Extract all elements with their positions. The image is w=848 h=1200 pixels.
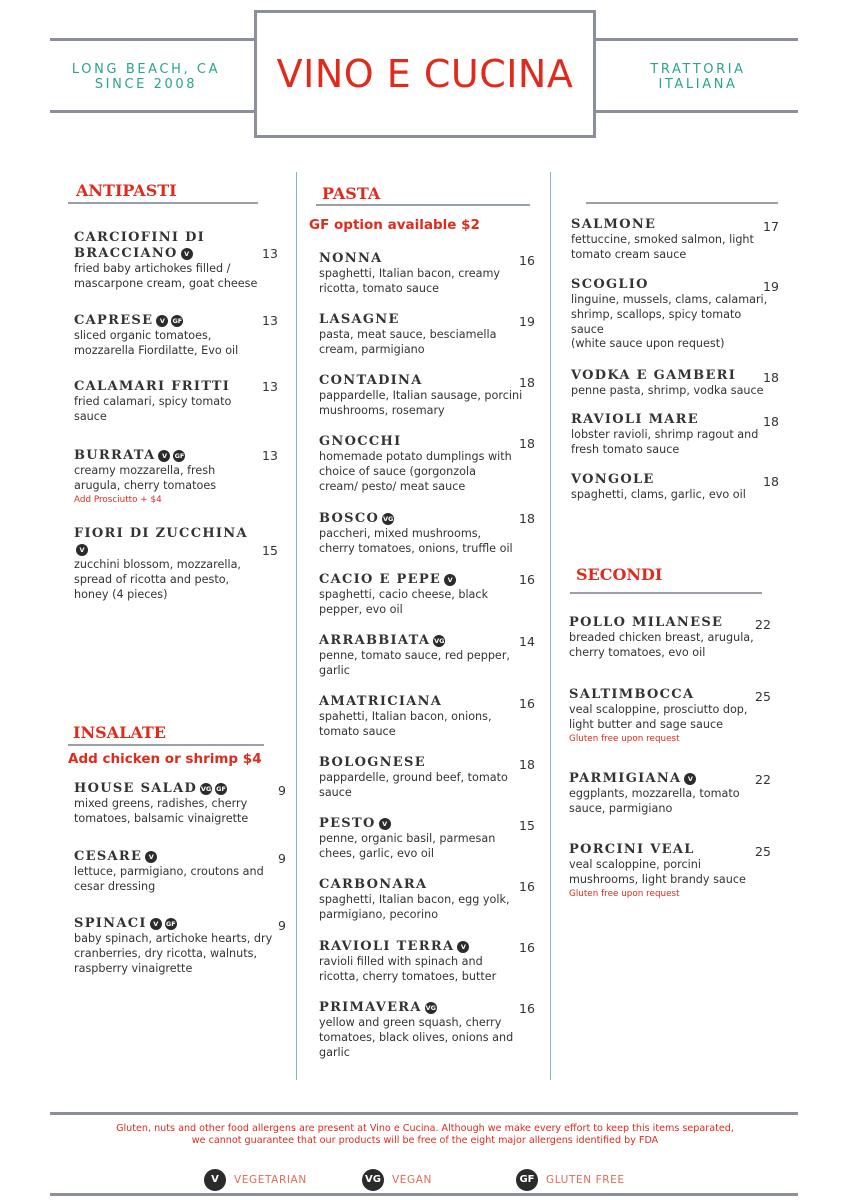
column-divider-2 <box>550 172 551 1080</box>
item-name: AMATRICIANA <box>319 694 443 709</box>
antipasti-section <box>76 181 177 200</box>
header-rule-left-bottom <box>50 110 254 113</box>
item-name-text: PARMIGIANA <box>569 771 682 786</box>
item-desc: pepper, evo oil <box>319 602 403 616</box>
menu-item <box>571 472 779 503</box>
secondi-title: SECONDI <box>576 565 663 584</box>
item-name <box>74 849 286 865</box>
item-name-text: SPINACI <box>74 916 147 931</box>
insalate-section <box>73 723 166 742</box>
item-desc: mushrooms, light brandy sauce <box>569 872 746 886</box>
insalate-title: INSALATE <box>73 723 166 742</box>
legend-label: VEGAN <box>392 1174 432 1186</box>
secondi-rule <box>570 592 762 594</box>
item-name-text: PESTO <box>319 816 376 831</box>
menu-item <box>319 816 535 862</box>
item-desc: spaghetti, Italian bacon, egg yolk, <box>319 893 510 906</box>
header-rule-left-top <box>50 38 254 41</box>
secondi-section <box>576 565 662 584</box>
item-desc: sauce, parmigiano <box>569 801 673 815</box>
item-desc: tomatoes, black olives, onions and <box>319 1030 514 1044</box>
gluten-free-icon: GF <box>216 785 226 793</box>
menu-item <box>319 434 535 494</box>
menu-item <box>569 771 781 817</box>
item-note: Gluten free upon request <box>569 888 680 899</box>
item-desc: light butter and sage sauce <box>569 717 723 731</box>
item-name: CONTADINA <box>319 373 423 388</box>
item-desc: spaghetti, cacio cheese, black <box>319 588 489 601</box>
item-name: CARBONARA <box>319 877 428 892</box>
item-desc: mushrooms, rosemary <box>319 403 445 417</box>
item-note: Gluten free upon request <box>569 733 680 744</box>
legend-label: GLUTEN FREE <box>546 1174 625 1186</box>
legend-vegetarian <box>204 1169 307 1191</box>
item-price: 22 <box>755 772 771 787</box>
item-desc: tomato cream sauce <box>571 247 687 261</box>
item-desc: cherry tomatoes, onions, truffle oil <box>319 541 513 555</box>
item-price: 13 <box>262 246 278 261</box>
item-price: 22 <box>755 617 771 632</box>
header-rule-right-bottom <box>596 110 798 113</box>
menu-item <box>74 526 280 602</box>
item-desc: cesar dressing <box>74 879 156 893</box>
item-name: RAVIOLI MARE <box>571 412 699 427</box>
footer-rule-top <box>50 1112 798 1115</box>
item-desc: breaded chicken breast, arugula, <box>569 631 754 644</box>
item-desc: lobster ravioli, shrimp ragout and <box>571 428 759 441</box>
item-desc: raspberry vinaigrette <box>74 961 193 975</box>
item-name <box>74 313 280 329</box>
item-desc: sliced organic tomatoes, <box>74 329 212 342</box>
item-desc: tomato sauce <box>319 724 396 738</box>
restaurant-title: VINO E CUCINA <box>276 52 574 96</box>
item-desc: lettuce, parmigiano, croutons and <box>74 865 264 878</box>
gluten-free-icon: GF <box>172 317 183 325</box>
item-name-text: CESARE <box>74 849 143 864</box>
item-price: 13 <box>262 448 278 463</box>
legend-label: VEGETARIAN <box>234 1174 307 1186</box>
item-name: FIORI DI ZUCCHINA <box>74 526 248 541</box>
item-desc: eggplants, mozzarella, tomato <box>569 787 740 800</box>
pasta-section <box>322 184 380 203</box>
item-name: LASAGNE <box>319 312 400 327</box>
menu-item <box>74 448 280 506</box>
item-desc: paccheri, mixed mushrooms, <box>319 527 482 540</box>
legend-gluten-free <box>516 1169 625 1191</box>
menu-item <box>569 687 781 745</box>
menu-item <box>571 277 779 352</box>
item-price: 15 <box>262 543 278 558</box>
column-divider-1 <box>296 172 297 1080</box>
item-price: 19 <box>519 314 535 329</box>
item-name: POLLO MILANESE <box>569 615 724 630</box>
item-price: 18 <box>519 436 535 451</box>
vegan-icon: VG <box>425 1004 436 1012</box>
item-price: 16 <box>519 940 535 955</box>
item-desc: sauce <box>571 322 604 336</box>
vegan-icon: VG <box>382 515 394 523</box>
item-desc: choice of sauce (gorgonzola <box>319 464 476 478</box>
item-price: 16 <box>519 572 535 587</box>
item-desc: honey (4 pieces) <box>74 587 168 601</box>
menu-item <box>571 412 779 458</box>
menu-item <box>74 230 280 292</box>
menu-item <box>319 755 535 801</box>
vegetarian-icon: V <box>181 248 193 260</box>
menu-item <box>571 217 779 263</box>
item-price: 16 <box>519 1001 535 1016</box>
italiana-line: ITALIANA <box>658 77 738 92</box>
trattoria-text <box>610 62 786 92</box>
item-price: 16 <box>519 696 535 711</box>
item-name: PORCINI VEAL <box>569 842 695 857</box>
item-name <box>74 916 286 932</box>
item-desc: spaghetti, clams, garlic, evo oil <box>571 488 746 501</box>
item-name-text: BOSCO <box>319 511 380 526</box>
location-text <box>58 62 234 92</box>
item-price: 9 <box>278 783 286 798</box>
item-desc: spahetti, Italian bacon, onions, <box>319 710 492 723</box>
item-name-line2 <box>74 246 280 262</box>
antipasti-title: ANTIPASTI <box>76 181 177 200</box>
item-name-line2 <box>74 542 280 558</box>
vegetarian-icon: V <box>379 818 391 830</box>
item-price: 18 <box>519 511 535 526</box>
item-desc: fried baby artichokes filled / <box>74 262 231 275</box>
pasta-title: PASTA <box>322 184 381 203</box>
item-desc: cream, parmigiano <box>319 342 425 356</box>
item-desc: chees, garlic, evo oil <box>319 846 434 860</box>
item-desc: penne, organic basil, parmesan <box>319 832 496 845</box>
item-price: 25 <box>755 844 771 859</box>
item-desc: fresh tomato sauce <box>571 442 680 456</box>
item-price: 18 <box>763 474 779 489</box>
item-price: 14 <box>519 634 535 649</box>
item-desc: cherry tomatoes, evo oil <box>569 645 706 659</box>
vegetarian-icon: V <box>156 315 168 327</box>
menu-item <box>74 313 280 359</box>
since-line: SINCE 2008 <box>94 77 198 92</box>
item-desc: baby spinach, artichoke hearts, dry <box>74 932 273 945</box>
vegan-icon: VG <box>434 637 445 645</box>
vegetarian-icon: V <box>145 851 157 863</box>
vegetarian-icon: V <box>158 450 170 462</box>
item-desc: penne pasta, shrimp, vodka sauce <box>571 384 764 397</box>
item-name: VONGOLE <box>571 472 655 487</box>
vegetarian-icon: V <box>444 574 456 586</box>
menu-item <box>319 572 535 618</box>
item-desc: veal scaloppine, prosciutto dop, <box>569 703 748 716</box>
item-desc: spread of ricotta and pesto, <box>74 572 230 586</box>
item-name <box>319 633 535 649</box>
item-name-text: CAPRESE <box>74 313 154 328</box>
title-box <box>254 10 596 138</box>
item-name-text: ARRABBIATA <box>319 633 431 648</box>
item-desc: ricotta, cherry tomatoes, butter <box>319 969 497 983</box>
item-price: 18 <box>763 370 779 385</box>
item-desc: penne, tomato sauce, red pepper, <box>319 649 510 662</box>
location-line: LONG BEACH, CA <box>71 62 221 77</box>
menu-item <box>319 251 535 297</box>
item-name <box>319 816 535 832</box>
item-desc: pappardelle, Italian sausage, porcini <box>319 389 523 402</box>
vegetarian-icon: V <box>204 1169 226 1191</box>
item-desc: shrimp, scallops, spicy tomato <box>571 307 742 321</box>
item-name <box>74 781 286 797</box>
item-name-text: RAVIOLI TERRA <box>319 939 455 954</box>
item-name: CARCIOFINI DI <box>74 230 206 245</box>
item-desc: veal scaloppine, porcini <box>569 858 701 871</box>
item-desc: fettuccine, smoked salmon, light <box>571 233 754 246</box>
item-price: 9 <box>278 918 286 933</box>
item-desc: fried calamari, spicy tomato <box>74 395 232 408</box>
item-name-text: PRIMAVERA <box>319 1000 422 1015</box>
item-name: CALAMARI FRITTI <box>74 379 231 394</box>
item-name <box>569 771 781 787</box>
item-name <box>74 448 280 464</box>
vegan-icon: VG <box>362 1169 384 1191</box>
item-desc: (white sauce upon request) <box>571 337 725 351</box>
item-price: 25 <box>755 689 771 704</box>
vegetarian-icon: V <box>457 941 469 953</box>
item-name <box>319 511 535 527</box>
item-name: VODKA E GAMBERI <box>571 368 737 383</box>
item-desc: cream/ pesto/ meat sauce <box>319 479 466 493</box>
item-desc: arugula, cherry tomatoes <box>74 478 217 492</box>
menu-item <box>74 781 286 827</box>
item-name <box>319 572 535 588</box>
item-name: BOLOGNESE <box>319 755 426 770</box>
item-name-text: HOUSE SALAD <box>74 781 198 796</box>
legend-vegan <box>362 1169 432 1191</box>
item-price: 18 <box>519 375 535 390</box>
item-desc: garlic <box>319 1045 350 1059</box>
item-desc: sauce <box>319 785 352 799</box>
item-desc: yellow and green squash, cherry <box>319 1016 502 1029</box>
item-price: 19 <box>763 279 779 294</box>
item-desc: tomatoes, balsamic vinaigrette <box>74 811 249 825</box>
item-desc: garlic <box>319 663 350 677</box>
item-desc: mascarpone cream, goat cheese <box>74 276 258 290</box>
item-name: GNOCCHI <box>319 434 402 449</box>
item-desc: pasta, meat sauce, besciamella <box>319 328 497 341</box>
vegetarian-icon: V <box>150 918 162 930</box>
vegan-icon: VG <box>200 785 212 793</box>
item-name: NONNA <box>319 251 383 266</box>
item-desc: creamy mozzarella, fresh <box>74 464 216 477</box>
menu-item <box>74 849 286 895</box>
item-desc: zucchini blossom, mozzarella, <box>74 558 241 571</box>
menu-item <box>319 511 535 557</box>
menu-item <box>319 877 535 923</box>
vegetarian-icon: V <box>684 773 696 785</box>
menu-item <box>319 312 535 358</box>
antipasti-rule <box>68 202 258 204</box>
item-price: 15 <box>519 818 535 833</box>
item-desc: mixed greens, radishes, cherry <box>74 797 248 810</box>
item-desc: cranberries, dry ricotta, walnuts, <box>74 946 258 960</box>
pasta-note: GF option available $2 <box>309 217 480 233</box>
item-desc: linguine, mussels, clams, calamari, <box>571 293 768 306</box>
menu-item <box>571 368 779 399</box>
item-desc: ricotta, tomato sauce <box>319 281 440 295</box>
menu-item <box>74 379 280 425</box>
allergen-notice-line1: Gluten, nuts and other food allergens are present at Vino e Cucina. Although we make every effort to keep this items separated, <box>116 1123 734 1134</box>
gluten-free-icon: GF <box>165 920 176 928</box>
trattoria-line: TRATTORIA <box>650 62 746 77</box>
item-price: 18 <box>763 414 779 429</box>
vegetarian-icon: V <box>76 544 88 556</box>
insalate-note: Add chicken or shrimp $4 <box>68 751 262 767</box>
item-name: SALTIMBOCCA <box>569 687 695 702</box>
item-desc: parmigiano, pecorino <box>319 907 439 921</box>
item-desc: homemade potato dumplings with <box>319 450 512 463</box>
menu-item <box>569 615 781 661</box>
allergen-notice-line2: we cannot guarantee that our products will be free of the eight major allergens identified by FDA <box>191 1135 659 1146</box>
item-price: 18 <box>519 757 535 772</box>
item-name-text: BURRATA <box>74 448 156 463</box>
gluten-free-icon: GF <box>516 1169 538 1191</box>
menu-item <box>319 373 535 419</box>
item-note: Add Prosciutto + $4 <box>74 494 162 505</box>
item-price: 17 <box>763 219 779 234</box>
gluten-free-icon: GF <box>174 452 185 460</box>
insalate-rule <box>68 744 264 746</box>
header-rule-right-top <box>596 38 798 41</box>
item-desc: pappardelle, ground beef, tomato <box>319 771 508 784</box>
item-price: 16 <box>519 879 535 894</box>
item-price: 13 <box>262 313 278 328</box>
menu-item <box>319 1000 535 1060</box>
menu-item <box>74 916 286 976</box>
item-name: SALMONE <box>571 217 657 232</box>
menu-item <box>319 694 535 740</box>
item-desc: mozzarella Fiordilatte, Evo oil <box>74 343 239 357</box>
item-name: SCOGLIO <box>571 277 649 292</box>
item-price: 13 <box>262 379 278 394</box>
pasta-mare-rule <box>586 202 778 204</box>
item-name-text: BRACCIANO <box>74 246 178 261</box>
allergen-notice <box>50 1123 800 1147</box>
item-desc: sauce <box>74 409 107 423</box>
menu-item <box>319 633 535 679</box>
footer-rule-bottom <box>50 1193 798 1196</box>
item-name-text: CACIO E PEPE <box>319 572 442 587</box>
pasta-rule <box>316 204 530 206</box>
menu-item <box>319 939 535 985</box>
item-desc: spaghetti, Italian bacon, creamy <box>319 267 501 280</box>
menu-item <box>569 842 781 900</box>
item-desc: ravioli filled with spinach and <box>319 955 483 968</box>
item-name <box>319 939 535 955</box>
item-name <box>319 1000 535 1016</box>
item-price: 16 <box>519 253 535 268</box>
item-price: 9 <box>278 851 286 866</box>
